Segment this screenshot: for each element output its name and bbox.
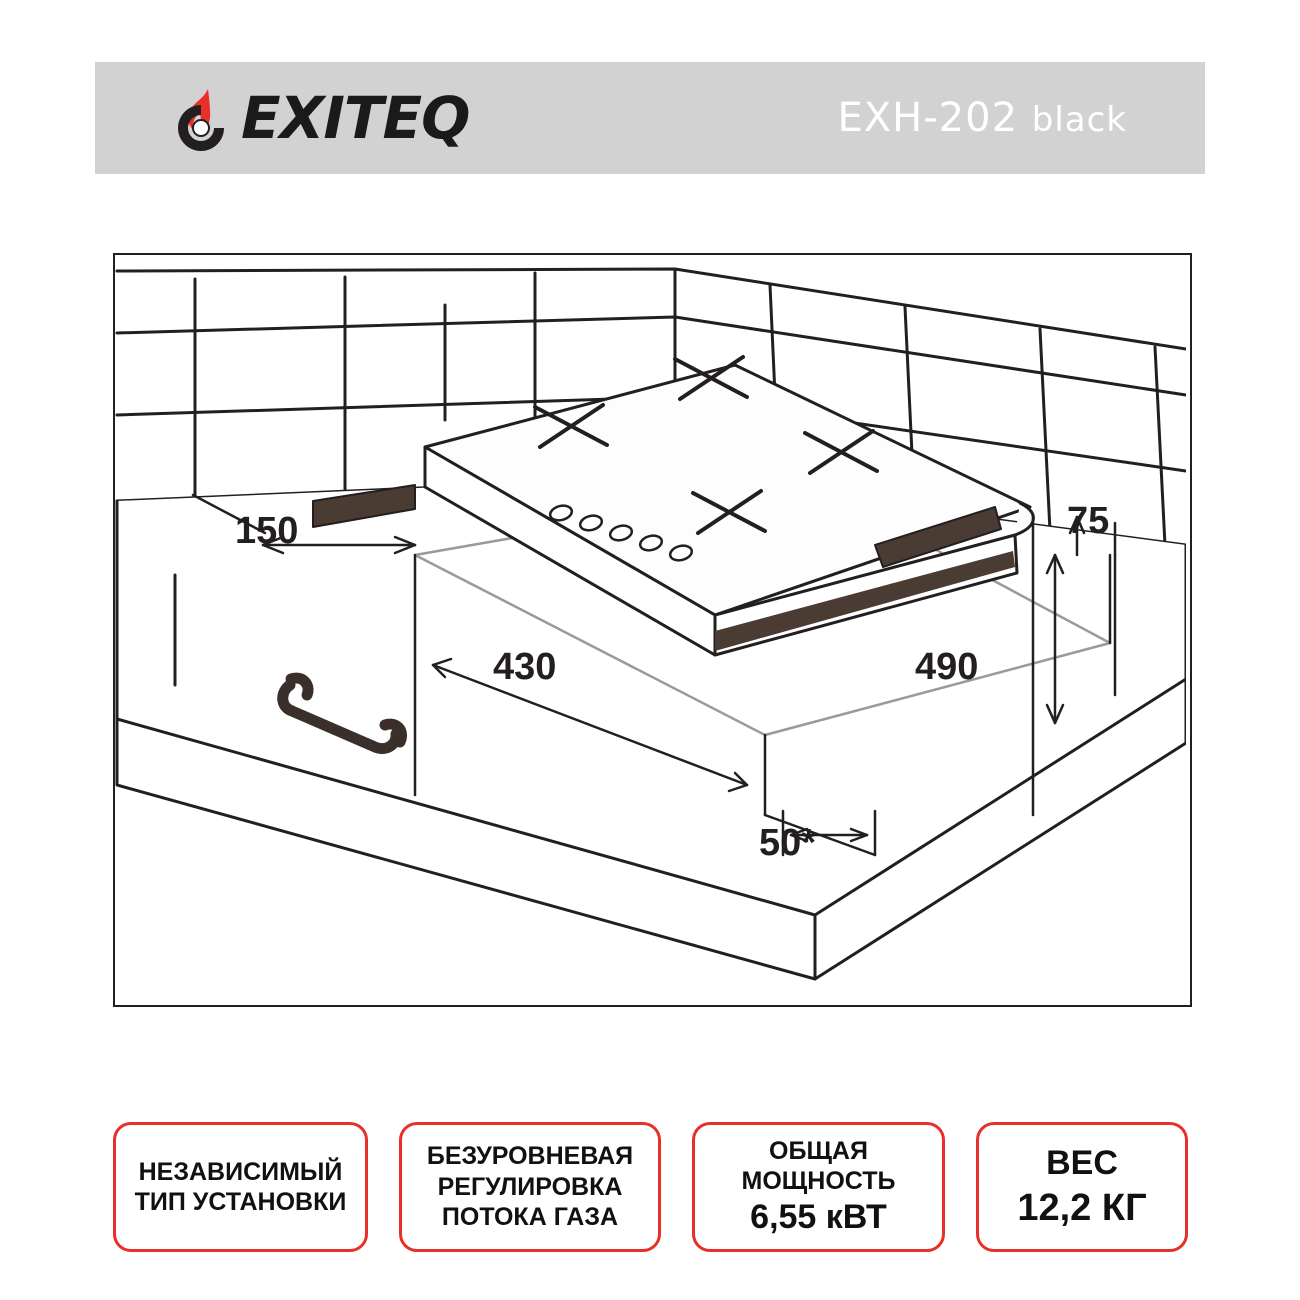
badge-installation-type <box>113 1122 368 1252</box>
model-code: EXH-202 <box>837 95 1019 141</box>
dim-430: 430 <box>493 646 557 688</box>
badge-line: НЕЗАВИСИМЫЙ <box>138 1157 343 1186</box>
feature-badges <box>113 1122 1188 1252</box>
flame-circle-icon <box>167 83 237 153</box>
brand-name: EXITEQ <box>241 84 470 152</box>
badge-line: ТИП УСТАНОВКИ <box>134 1188 347 1216</box>
brand-block <box>95 83 469 153</box>
badge-gas-regulation <box>399 1122 661 1252</box>
installation-diagram <box>113 253 1192 1007</box>
badge-value: 12,2 КГ <box>1017 1186 1147 1229</box>
model-label <box>837 95 1205 141</box>
badge-weight <box>976 1122 1188 1252</box>
dim-50: 50* <box>759 822 817 864</box>
badge-value: 6,55 кВТ <box>750 1197 887 1236</box>
badge-line: ПОТОКА ГАЗА <box>441 1203 619 1232</box>
header-bar <box>95 62 1205 174</box>
diagram-svg <box>115 255 1186 1001</box>
model-variant: black <box>1031 100 1127 140</box>
dim-75: 75 <box>1067 500 1110 542</box>
dim-490: 490 <box>915 646 979 688</box>
badge-line: РЕГУЛИРОВКА <box>437 1172 623 1201</box>
badge-total-power <box>692 1122 945 1252</box>
badge-line: БЕЗУРОВНЕВАЯ <box>426 1142 634 1171</box>
badge-line: ОБЩАЯ МОЩНОСТЬ <box>741 1136 896 1196</box>
dim-150: 150 <box>235 510 299 552</box>
badge-line: ВЕС <box>1046 1144 1118 1183</box>
